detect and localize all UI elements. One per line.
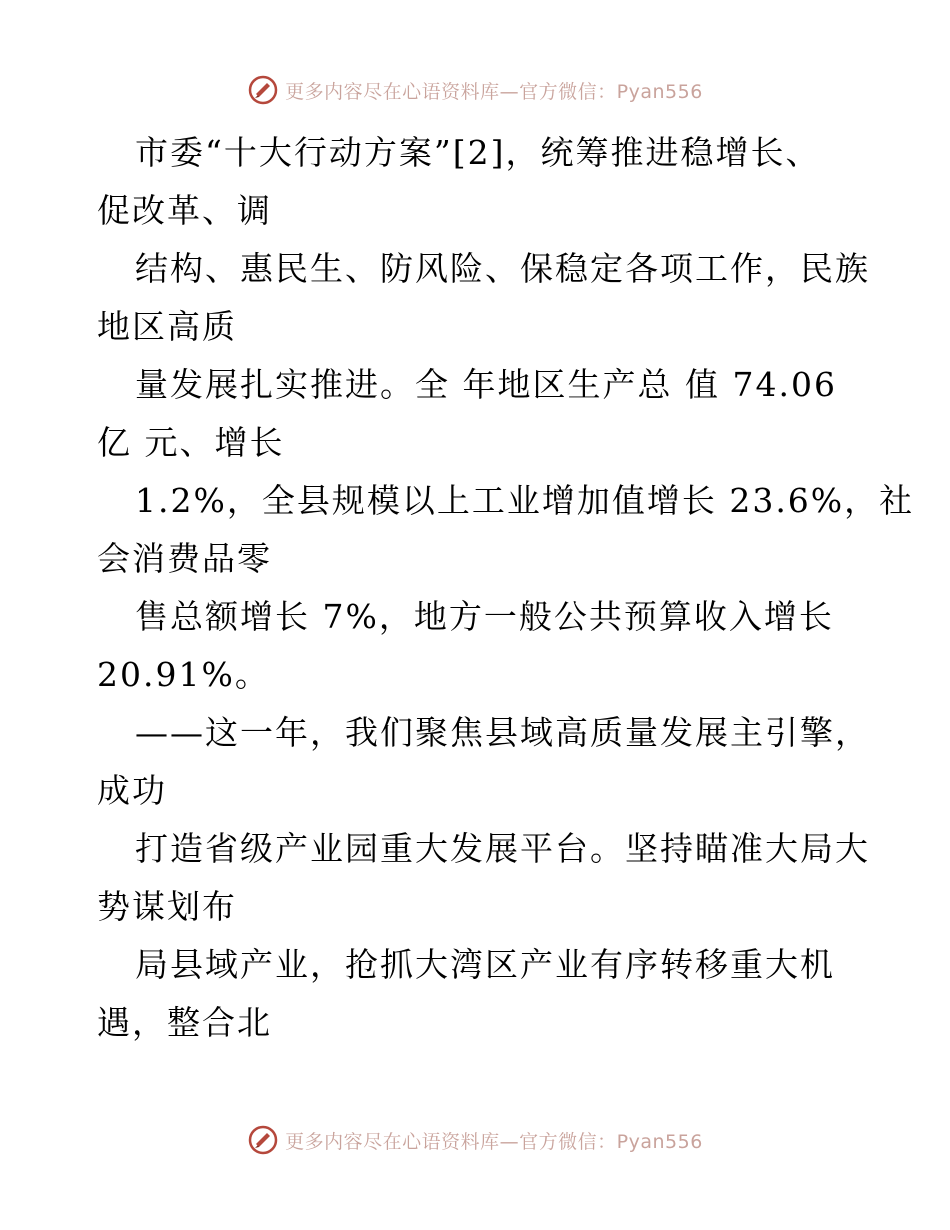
header-watermark bbox=[0, 72, 950, 108]
text-line: 售总额增长 7%，地方一般公共预算收入增长 bbox=[135, 597, 834, 636]
text-line: 势谋划布 bbox=[97, 887, 237, 926]
library-logo-icon bbox=[247, 1124, 279, 1156]
text-line: 1.2%，全县规模以上工业增加值增长 23.6%，社 bbox=[135, 481, 915, 520]
text-line: 成功 bbox=[97, 771, 167, 810]
document-body bbox=[97, 124, 915, 1052]
text-line: 亿 元、增长 bbox=[97, 423, 285, 462]
library-logo-icon bbox=[247, 74, 279, 106]
text-line: 市委“十大行动方案”[2]，统筹推进稳增长、 bbox=[135, 133, 821, 172]
text-line: ——这一年，我们聚焦县域高质量发展主引擎， bbox=[135, 713, 870, 752]
text-line: 20.91%。 bbox=[97, 655, 270, 694]
text-line: 会消费品零 bbox=[97, 539, 272, 578]
text-line: 促改革、调 bbox=[97, 191, 272, 230]
footer-watermark bbox=[0, 1122, 950, 1158]
text-line: 遇，整合北 bbox=[97, 1003, 272, 1042]
watermark-text: 更多内容尽在心语资料库—官方微信：Pyan556 bbox=[285, 80, 703, 103]
text-line: 量发展扎实推进。全 年地区生产总 值 74.06 bbox=[135, 365, 837, 404]
watermark-text: 更多内容尽在心语资料库—官方微信：Pyan556 bbox=[285, 1130, 703, 1153]
text-line: 局县域产业，抢抓大湾区产业有序转移重大机 bbox=[135, 945, 835, 984]
text-line: 结构、惠民生、防风险、保稳定各项工作，民族 bbox=[135, 249, 870, 288]
text-line: 打造省级产业园重大发展平台。坚持瞄准大局大 bbox=[135, 829, 870, 868]
text-line: 地区高质 bbox=[97, 307, 237, 346]
